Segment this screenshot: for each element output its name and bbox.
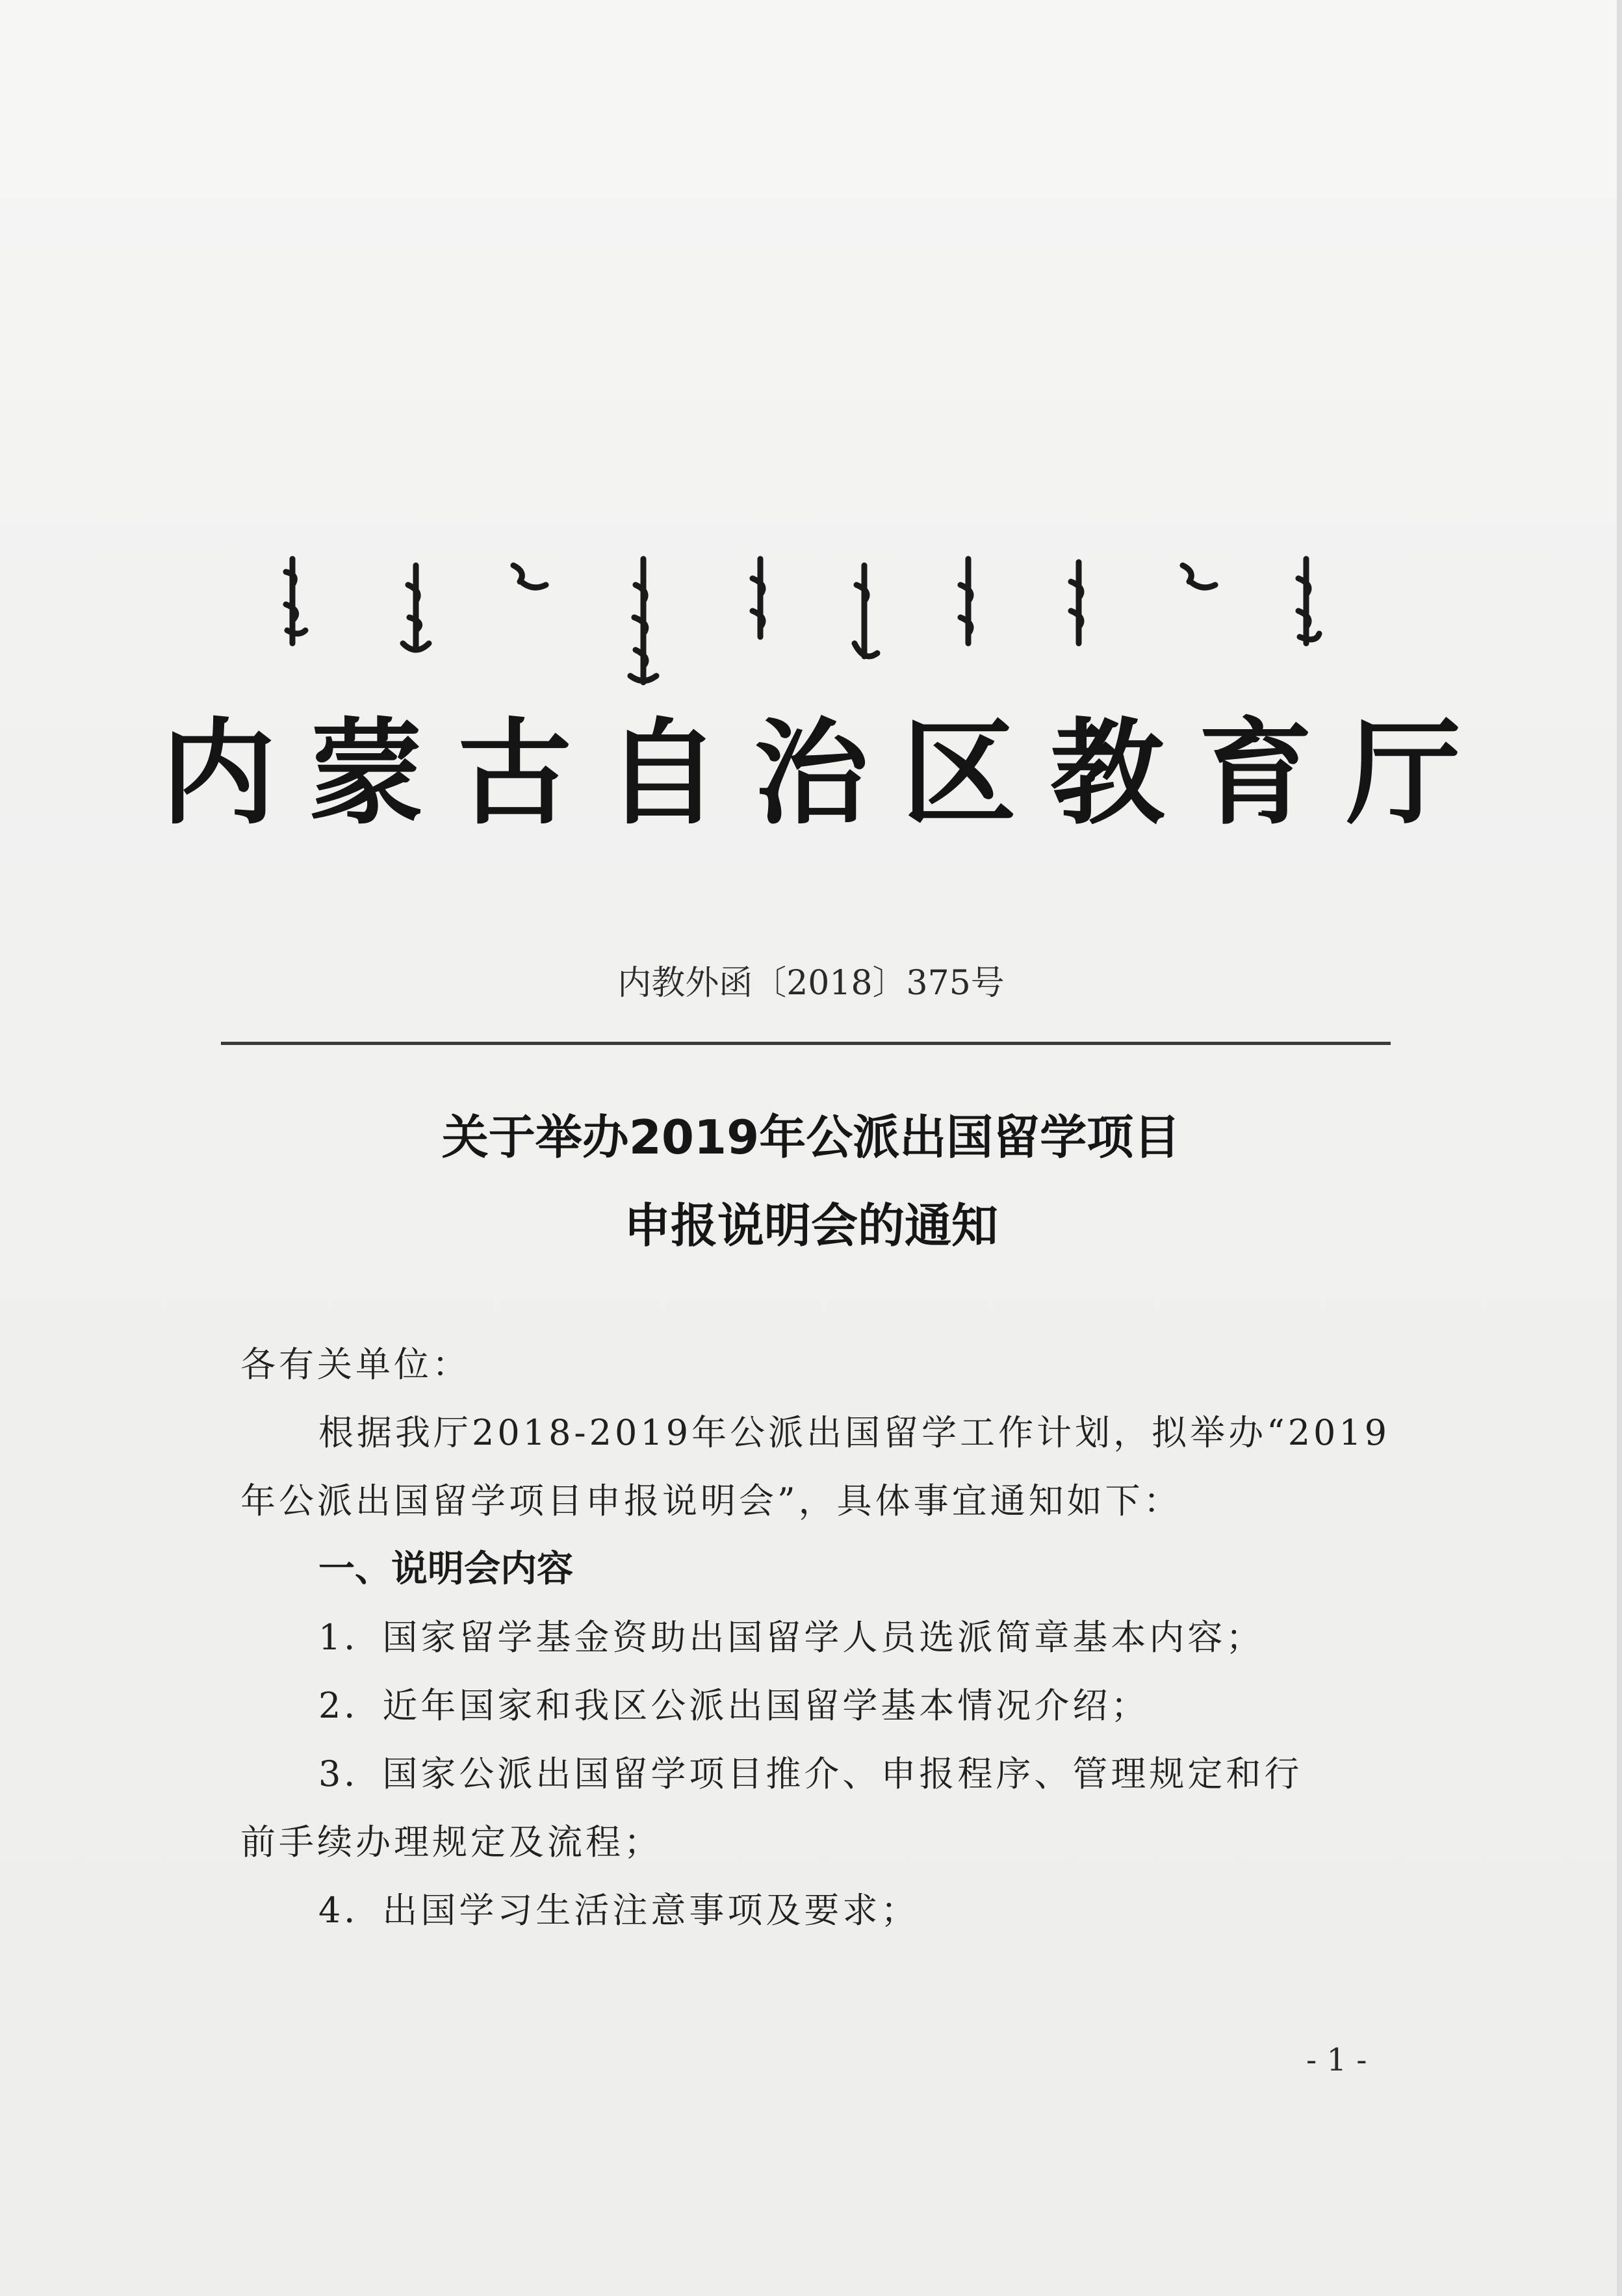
letterhead-title: 内蒙古自治区教育厅 — [161, 706, 1495, 840]
header-divider — [221, 1042, 1391, 1045]
paragraph-1-line-1: 根据我厅2018-2019年公派出国留学工作计划，拟举办“2019 — [318, 1412, 1391, 1453]
section-1-heading: 一、说明会内容 — [318, 1548, 573, 1590]
list-item-3-line-1: 3．国家公派出国留学项目推介、申报程序、管理规定和行 — [318, 1753, 1303, 1794]
list-item-1: 1．国家留学基金资助出国留学人员选派简章基本内容； — [318, 1617, 1265, 1658]
page-number: - 1 - — [1306, 2042, 1367, 2078]
list-item-4: 4．出国学习生活注意事项及要求； — [318, 1890, 920, 1931]
salutation: 各有关单位： — [240, 1344, 470, 1385]
notice-title-line-2: 申报说明会的通知 — [623, 1198, 998, 1253]
notice-title-line-1: 关于举办2019年公派出国留学项目 — [441, 1110, 1181, 1165]
list-item-3-line-2: 前手续办理规定及流程； — [240, 1822, 662, 1863]
document-number: 内教外函〔2018〕375号 — [617, 964, 1005, 1003]
mongolian-script-title — [279, 546, 1358, 689]
list-item-2: 2．近年国家和我区公派出国留学基本情况介绍； — [318, 1685, 1150, 1726]
paragraph-1-line-2: 年公派出国留学项目申报说明会”，具体事宜通知如下： — [240, 1480, 1182, 1521]
scan-edge — [1617, 0, 1622, 2296]
